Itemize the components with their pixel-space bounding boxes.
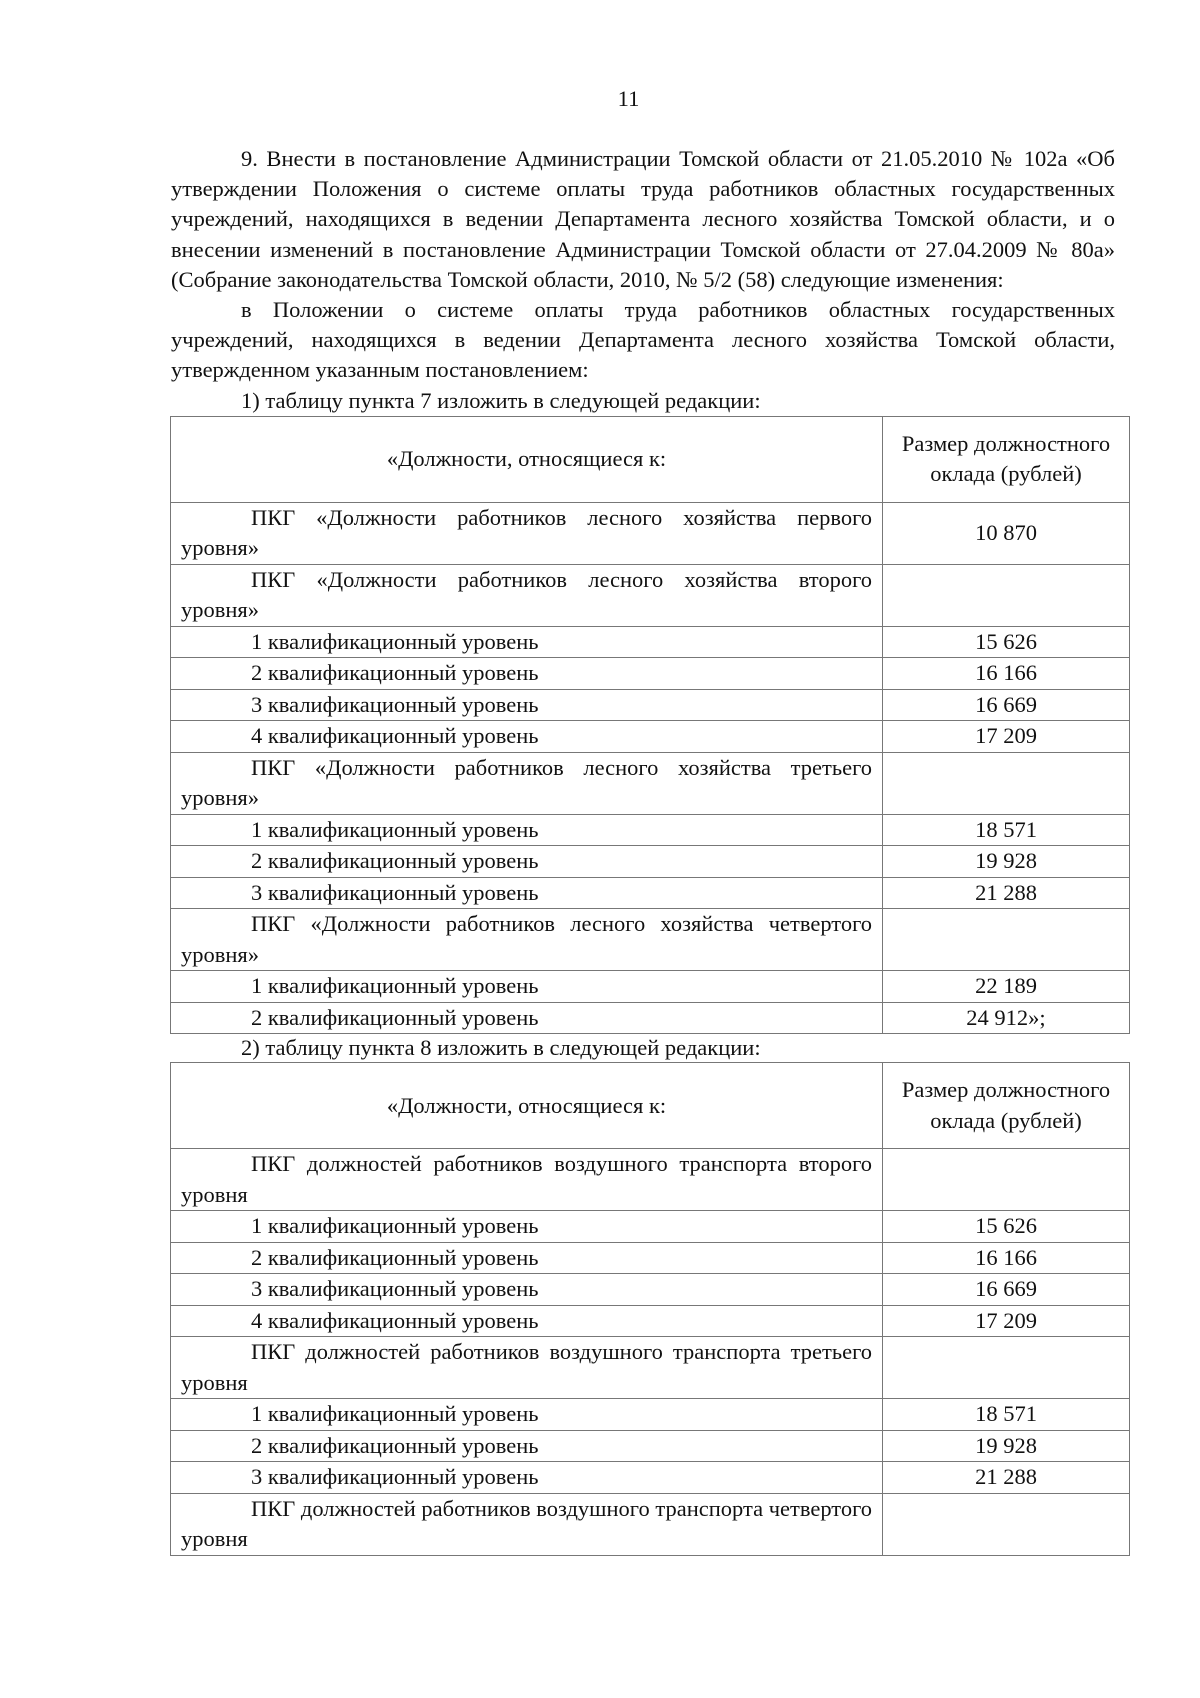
page-number: 11 (617, 86, 640, 111)
position-cell: ПКГ должностей работников воздушного транспорта третьего уровня (171, 1337, 883, 1399)
table-row (171, 1242, 1130, 1274)
salary-cell: 15 626 (883, 626, 1130, 658)
table-row (171, 1149, 1130, 1211)
table-row (171, 814, 1130, 846)
table-row (171, 1274, 1130, 1306)
salary-cell: 15 626 (883, 1211, 1130, 1243)
salary-cell: 17 209 (883, 1305, 1130, 1337)
position-cell: ПКГ «Должности работников лесного хозяйства первого уровня» (171, 502, 883, 564)
header-positions: «Должности, относящиеся к: (171, 416, 883, 502)
table-row (171, 502, 1130, 564)
header-salary: Размер должностного оклада (рублей) (883, 1063, 1130, 1149)
salary-cell: 24 912»; (883, 1002, 1130, 1034)
table-row (171, 1462, 1130, 1494)
position-cell: 1 квалификационный уровень (171, 814, 883, 846)
position-cell: 4 квалификационный уровень (171, 1305, 883, 1337)
position-cell: 2 квалификационный уровень (171, 1242, 883, 1274)
table-row (171, 1493, 1130, 1555)
position-cell: ПКГ должностей работников воздушного транспорта второго уровня (171, 1149, 883, 1211)
salary-cell (883, 909, 1130, 971)
salary-table-air-transport (170, 1062, 1130, 1556)
position-cell: 3 квалификационный уровень (171, 1462, 883, 1494)
header-positions: «Должности, относящиеся к: (171, 1063, 883, 1149)
table-row (171, 1337, 1130, 1399)
table-row (171, 564, 1130, 626)
salary-cell: 19 928 (883, 846, 1130, 878)
salary-cell: 10 870 (883, 502, 1130, 564)
header-salary: Размер должностного оклада (рублей) (883, 416, 1130, 502)
document-body (171, 144, 1115, 1556)
salary-cell (883, 752, 1130, 814)
table-row (171, 1002, 1130, 1034)
position-cell: 2 квалификационный уровень (171, 846, 883, 878)
salary-cell: 16 166 (883, 1242, 1130, 1274)
salary-cell (883, 1337, 1130, 1399)
salary-cell (883, 1149, 1130, 1211)
salary-cell: 16 166 (883, 658, 1130, 690)
salary-cell (883, 1493, 1130, 1555)
position-cell: ПКГ должностей работников воздушного транспорта четвертого уровня (171, 1493, 883, 1555)
salary-cell: 21 288 (883, 1462, 1130, 1494)
salary-cell (883, 564, 1130, 626)
table-row (171, 658, 1130, 690)
paragraph-item-9: 9. Внести в постановление Администрации Томской области от 21.05.2010 № 102а «Об утверждении Положения о системе оплаты труда работников областных государственных учреждений, находящихся в ведении Департамента лесного хозяйства Томской области, и о внесении изменений в постановление Администрации Томской области от 27.04.2009 № 80а» (Собрание законодательства Томской области, 2010, № 5/2 (58) следующие изменения: (171, 146, 1115, 292)
table-row (171, 877, 1130, 909)
position-cell: 1 квалификационный уровень (171, 1399, 883, 1431)
salary-table-forestry (170, 416, 1130, 1035)
paragraph-table2-intro: 2) таблицу пункта 8 изложить в следующей редакции: (241, 1035, 761, 1061)
position-cell: 3 квалификационный уровень (171, 689, 883, 721)
table-row (171, 909, 1130, 971)
position-cell: ПКГ «Должности работников лесного хозяйства четвертого уровня» (171, 909, 883, 971)
table-row (171, 846, 1130, 878)
position-cell: 1 квалификационный уровень (171, 1211, 883, 1243)
position-cell: 2 квалификационный уровень (171, 1002, 883, 1034)
salary-cell: 22 189 (883, 971, 1130, 1003)
table-row (171, 1211, 1130, 1243)
position-cell: 2 квалификационный уровень (171, 1430, 883, 1462)
table-header-row (171, 1063, 1130, 1149)
salary-cell: 18 571 (883, 814, 1130, 846)
table-row (171, 752, 1130, 814)
table-row (171, 689, 1130, 721)
table-row (171, 1399, 1130, 1431)
salary-cell: 21 288 (883, 877, 1130, 909)
salary-cell: 16 669 (883, 689, 1130, 721)
position-cell: 4 квалификационный уровень (171, 721, 883, 753)
salary-cell: 16 669 (883, 1274, 1130, 1306)
position-cell: 1 квалификационный уровень (171, 626, 883, 658)
table-row (171, 971, 1130, 1003)
paragraph-table1-intro: 1) таблицу пункта 7 изложить в следующей редакции: (241, 387, 761, 413)
position-cell: 3 квалификационный уровень (171, 1274, 883, 1306)
table-header-row (171, 416, 1130, 502)
paragraph-amendment: в Положении о системе оплаты труда работников областных государственных учреждений, находящихся в ведении Департамента лесного хозяйства Томской области, утвержденном указанным постановлением: (171, 297, 1115, 383)
salary-cell: 18 571 (883, 1399, 1130, 1431)
position-cell: ПКГ «Должности работников лесного хозяйства второго уровня» (171, 564, 883, 626)
table-row (171, 721, 1130, 753)
position-cell: 2 квалификационный уровень (171, 658, 883, 690)
table-row (171, 1305, 1130, 1337)
position-cell: 3 квалификационный уровень (171, 877, 883, 909)
salary-cell: 19 928 (883, 1430, 1130, 1462)
salary-cell: 17 209 (883, 721, 1130, 753)
position-cell: ПКГ «Должности работников лесного хозяйства третьего уровня» (171, 752, 883, 814)
table-row (171, 1430, 1130, 1462)
table-row (171, 626, 1130, 658)
position-cell: 1 квалификационный уровень (171, 971, 883, 1003)
